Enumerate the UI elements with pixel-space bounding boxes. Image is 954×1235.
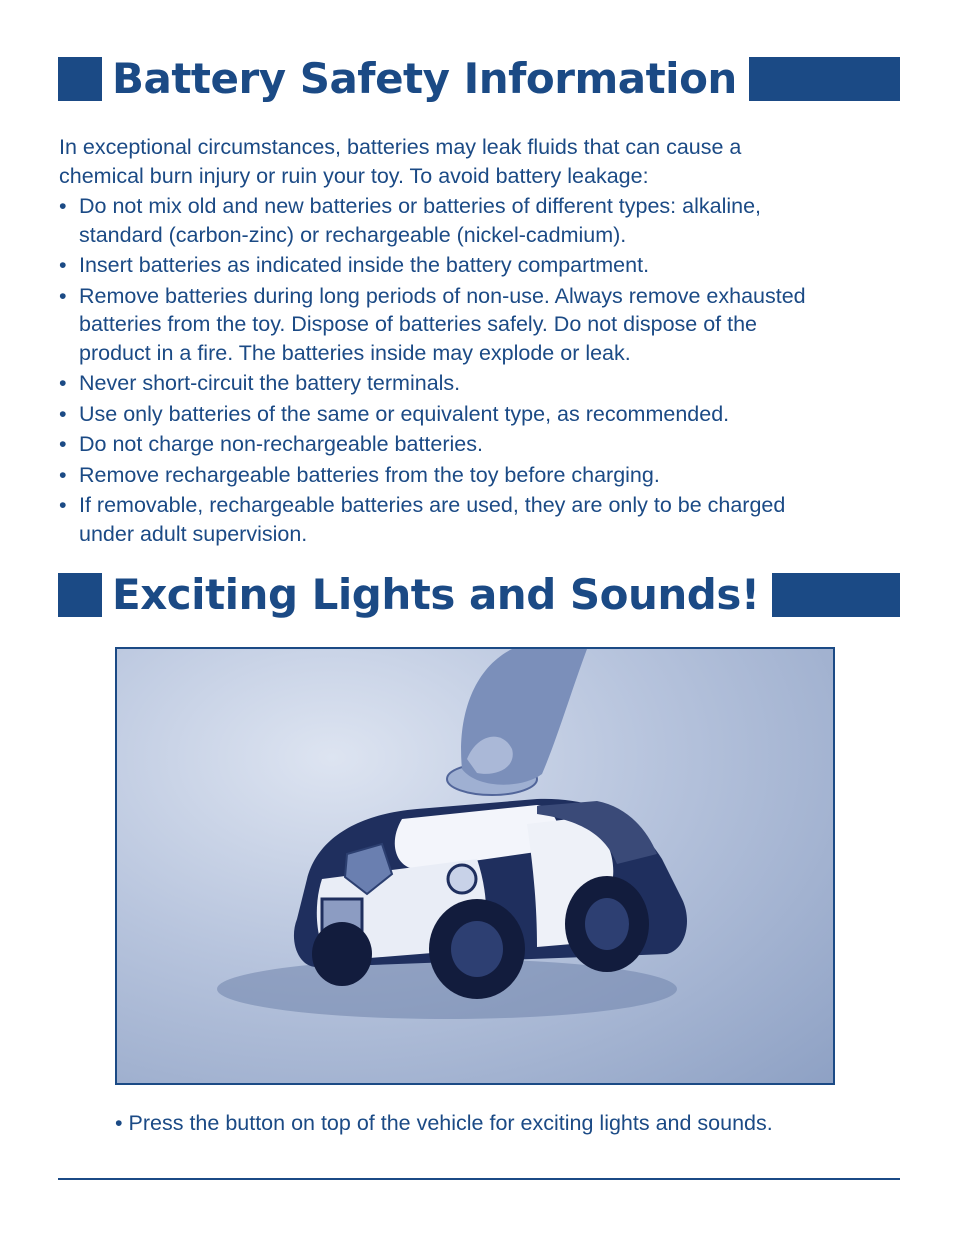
battery-safety-item bbox=[59, 192, 899, 249]
battery-safety-item-line: Do not charge non-rechargeable batteries. bbox=[79, 432, 483, 456]
heading-bar-right bbox=[772, 573, 900, 617]
bullet: • bbox=[59, 432, 67, 456]
battery-safety-item-line: under adult supervision. bbox=[79, 521, 308, 546]
battery-safety-item-line: batteries from the toy. Dispose of batteries safely. Do not dispose of the bbox=[79, 312, 757, 336]
heading-block-left bbox=[58, 573, 102, 617]
intro-line: In exceptional circumstances, batteries may leak fluids that can cause a bbox=[59, 135, 742, 159]
battery-safety-item-line: Remove rechargeable batteries from the toy before charging. bbox=[79, 462, 660, 487]
battery-safety-item-line: standard (carbon-zinc) or rechargeable (nickel-cadmium). bbox=[79, 222, 627, 247]
battery-safety-item-line: Remove batteries during long periods of non-use. Always remove exhausted bbox=[79, 283, 806, 308]
intro-line: chemical burn injury or ruin your toy. To avoid battery leakage: bbox=[59, 163, 649, 188]
bullet: • bbox=[59, 194, 67, 218]
battery-safety-item bbox=[59, 282, 899, 368]
battery-safety-item-line: Never short-circuit the battery terminals. bbox=[79, 371, 461, 395]
caption-text: Press the button on top of the vehicle for exciting lights and sounds. bbox=[128, 1111, 773, 1135]
battery-safety-item bbox=[59, 251, 899, 280]
bullet: • bbox=[59, 283, 67, 308]
heading-bar-right bbox=[749, 57, 900, 101]
battery-safety-item bbox=[59, 369, 899, 398]
lights-sounds-heading bbox=[58, 570, 900, 619]
battery-safety-item bbox=[59, 461, 899, 490]
lights-sounds-caption bbox=[115, 1111, 773, 1136]
bullet: • bbox=[59, 371, 67, 395]
heading-block-left bbox=[58, 57, 102, 101]
bullet: • bbox=[115, 1111, 123, 1135]
bullet: • bbox=[59, 253, 67, 277]
battery-safety-item-line: Do not mix old and new batteries or batteries of different types: alkaline, bbox=[79, 194, 762, 218]
bottom-rule bbox=[58, 1178, 900, 1180]
battery-safety-title: Battery Safety Information bbox=[112, 54, 737, 103]
battery-safety-item bbox=[59, 400, 899, 429]
battery-safety-item bbox=[59, 430, 899, 459]
battery-safety-heading bbox=[58, 54, 900, 103]
bullet: • bbox=[59, 401, 67, 426]
police-car-photo bbox=[115, 647, 835, 1085]
battery-safety-item bbox=[59, 491, 899, 548]
battery-safety-body bbox=[59, 133, 899, 548]
lights-sounds-title: Exciting Lights and Sounds! bbox=[112, 570, 760, 619]
battery-safety-item-line: product in a fire. The batteries inside may explode or leak. bbox=[79, 340, 631, 365]
bullet: • bbox=[59, 462, 67, 487]
battery-safety-item-line: Use only batteries of the same or equivalent type, as recommended. bbox=[79, 401, 730, 426]
police-car-illustration bbox=[117, 649, 833, 1083]
battery-safety-list bbox=[59, 192, 899, 548]
battery-safety-item-line: If removable, rechargeable batteries are used, they are only to be charged bbox=[79, 493, 786, 517]
battery-safety-item-line: Insert batteries as indicated inside the battery compartment. bbox=[79, 253, 650, 277]
bullet: • bbox=[59, 493, 67, 517]
